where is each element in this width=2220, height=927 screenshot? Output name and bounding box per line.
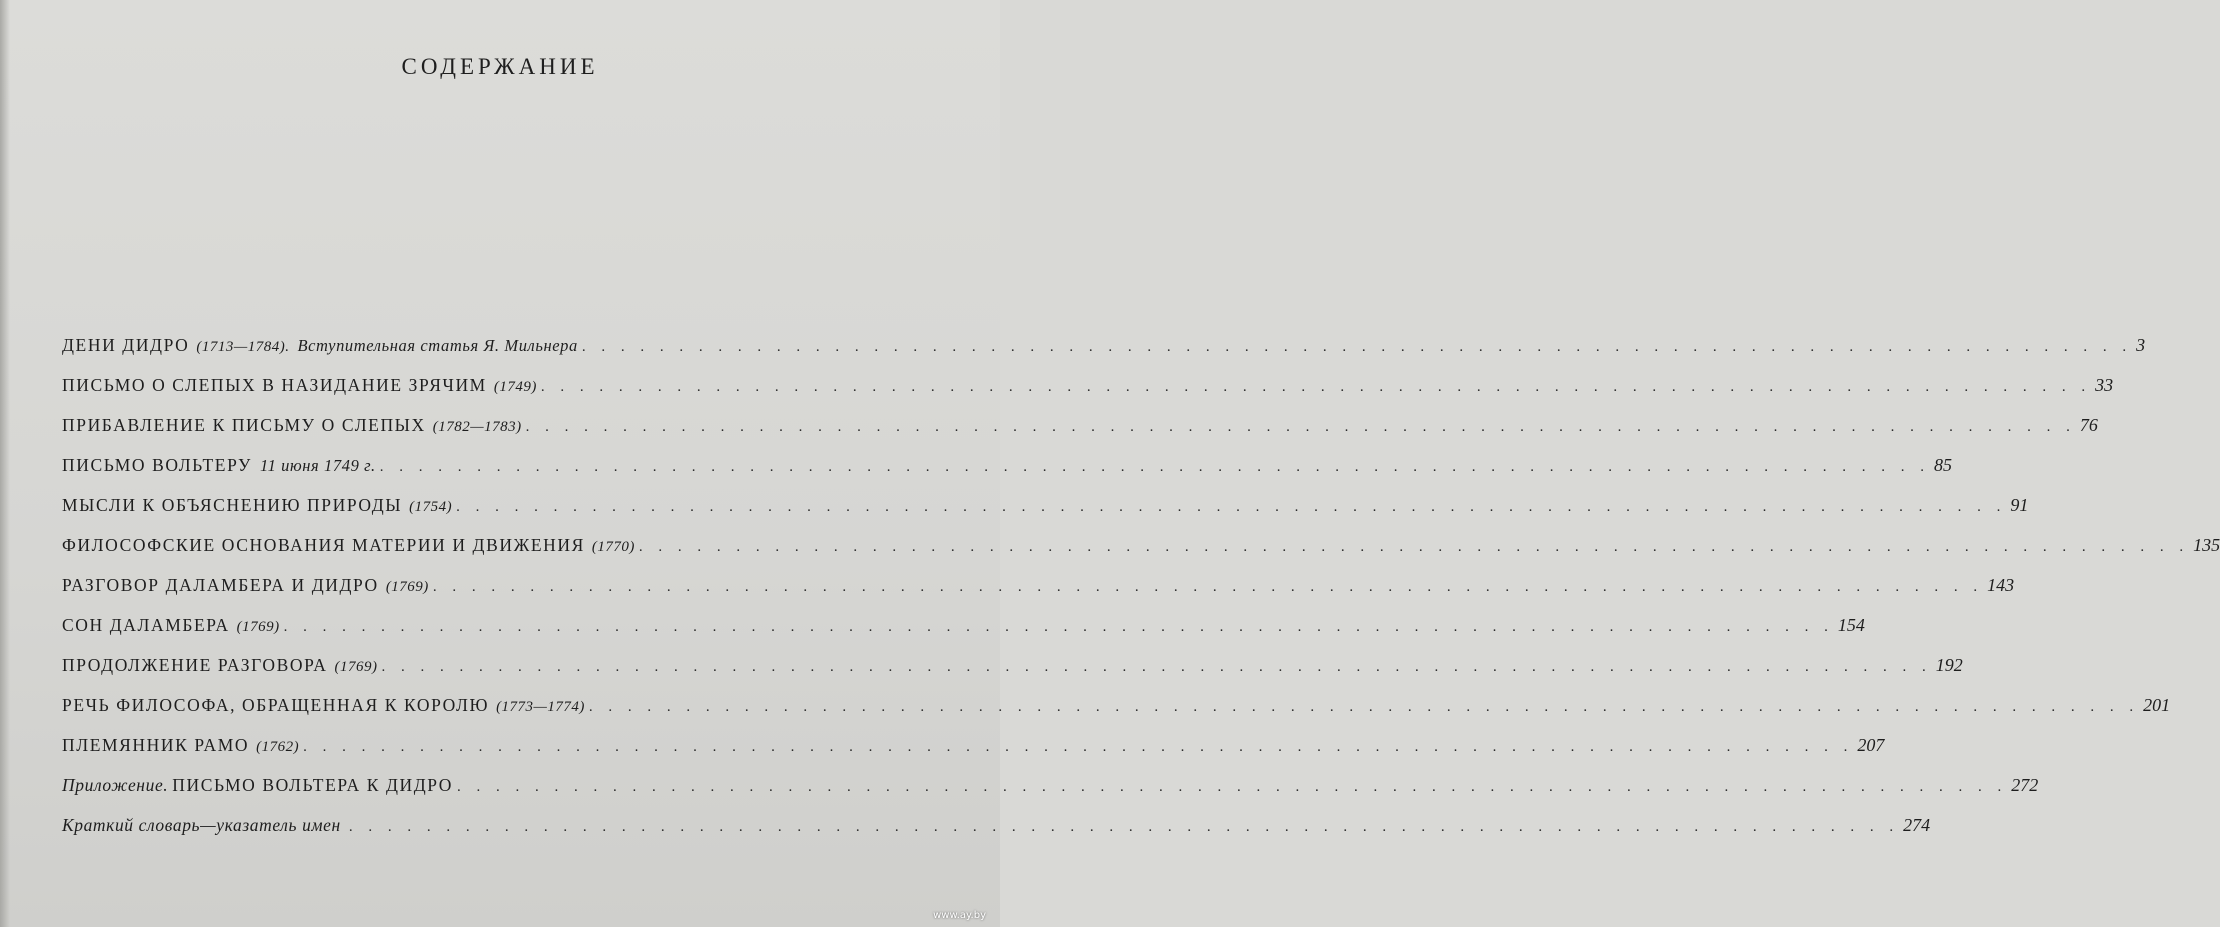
toc-entry-page-number: 91 [2010, 495, 2029, 515]
toc-entry-subtitle: 11 июня 1749 г. [259, 456, 376, 475]
toc-entry-title: ПИСЬМО ВОЛЬТЕРУ [62, 455, 252, 475]
toc-entry [62, 445, 1952, 485]
toc-entry-page-number: 272 [2011, 775, 2039, 795]
toc-entry-prefix: Краткий словарь—указатель имен [62, 815, 341, 835]
toc-entry-title: ПЛЕМЯННИК РАМО [62, 735, 250, 755]
toc-entry [62, 765, 2039, 805]
toc-entry-page-number: 143 [1987, 575, 2015, 595]
toc-entry-years: (1749) [493, 379, 537, 395]
toc-entry-lead [62, 325, 578, 367]
dot-leader: . . . . . . . . . . . . . . . . . . . . . . . . . . . . . . . . . . . . . . . . . . . . . . . . . . . . . . . . . . . . . . . . . . . . . . . . . . . . . . . . [432, 579, 1984, 595]
toc-entry [62, 645, 1963, 685]
toc-entry [62, 525, 2220, 565]
toc-entry [62, 365, 2114, 405]
dot-leader: . . . . . . . . . . . . . . . . . . . . . . . . . . . . . . . . . . . . . . . . . . . . . . . . . . . . . . . . . . . . . . . . . . . . . . . . . . . . . . . . [381, 659, 1932, 675]
dot-leader: . . . . . . . . . . . . . . . . . . . . . . . . . . . . . . . . . . . . . . . . . . . . . . . . . . . . . . . . . . . . . . . . . . . . . . . . . . . . . . . . [348, 819, 1900, 835]
toc-entry-lead [62, 525, 635, 567]
toc-entry-years: (1782—1783) [432, 419, 522, 435]
page-title: СОДЕРЖАНИЕ [401, 54, 599, 79]
toc-entry-page-number: 154 [1837, 615, 1865, 635]
toc-entry-lead [62, 765, 453, 805]
dot-leader: . . . . . . . . . . . . . . . . . . . . . . . . . . . . . . . . . . . . . . . . . . . . . . . . . . . . . . . . . . . . . . . . . . . . . . . . . . . . . . . . [303, 739, 1854, 755]
toc-entry-title: ПИСЬМО ВОЛЬТЕРА К ДИДРО [172, 775, 454, 795]
toc-entry-lead [62, 725, 299, 767]
toc-entry-title: ФИЛОСОФСКИЕ ОСНОВАНИЯ МАТЕРИИ И ДВИЖЕНИЯ [62, 535, 585, 555]
toc-entry-prefix: Приложение. [62, 775, 169, 795]
dot-leader: . . . . . . . . . . . . . . . . . . . . . . . . . . . . . . . . . . . . . . . . . . . . . . . . . . . . . . . . . . . . . . . . . . . . . . . . . . . . . . . . [588, 699, 2140, 715]
toc-entry-years: (1762) [256, 739, 300, 755]
toc-entry-page-number: 85 [1933, 455, 1952, 475]
toc-entry-years: (1754) [409, 499, 453, 515]
toc-entry-page-number: 76 [2079, 415, 2098, 435]
toc-entry-lead [62, 565, 429, 607]
toc-entry-title: ДЕНИ ДИДРО [62, 335, 190, 355]
toc-entry-page-number: 192 [1935, 655, 1963, 675]
toc-entry-page-number: 274 [1903, 815, 1931, 835]
toc-entry-lead [62, 645, 377, 687]
toc-entry-years: (1713—1784). [196, 339, 290, 355]
toc-entry-page-number: 201 [2143, 695, 2171, 715]
toc-entry [62, 565, 2015, 605]
toc-entry [62, 405, 2098, 445]
dot-leader: . . . . . . . . . . . . . . . . . . . . . . . . . . . . . . . . . . . . . . . . . . . . . . . . . . . . . . . . . . . . . . . . . . . . . . . . . . . . . . . . [581, 339, 2133, 355]
page-edge-shadow [0, 0, 10, 927]
table-of-contents [62, 325, 2220, 845]
dot-leader: . . . . . . . . . . . . . . . . . . . . . . . . . . . . . . . . . . . . . . . . . . . . . . . . . . . . . . . . . . . . . . . . . . . . . . . . . . . . . . . . [379, 459, 1930, 475]
toc-entry-page-number: 3 [2136, 335, 2146, 355]
toc-entry [62, 325, 2146, 365]
dot-leader: . . . . . . . . . . . . . . . . . . . . . . . . . . . . . . . . . . . . . . . . . . . . . . . . . . . . . . . . . . . . . . . . . . . . . . . . . . . . . . . . [283, 619, 1834, 635]
toc-entry [62, 805, 1931, 845]
dot-leader: . . . . . . . . . . . . . . . . . . . . . . . . . . . . . . . . . . . . . . . . . . . . . . . . . . . . . . . . . . . . . . . . . . . . . . . . . . . . . . . . [457, 779, 2008, 795]
toc-entry-lead [62, 365, 537, 407]
toc-entry [62, 725, 1885, 765]
toc-entry-title: РАЗГОВОР ДАЛАМБЕРА И ДИДРО [62, 575, 379, 595]
toc-entry-title: МЫСЛИ К ОБЪЯСНЕНИЮ ПРИРОДЫ [62, 495, 403, 515]
dot-leader: . . . . . . . . . . . . . . . . . . . . . . . . . . . . . . . . . . . . . . . . . . . . . . . . . . . . . . . . . . . . . . . . . . . . . . . . . . . . . . . . [456, 499, 2007, 515]
toc-entry-page-number: 207 [1857, 735, 1885, 755]
toc-entry-years: (1770) [591, 539, 635, 555]
toc-entry-lead [62, 405, 522, 447]
toc-entry [62, 485, 2029, 525]
toc-entry-years: (1773—1774) [496, 699, 585, 715]
watermark: www.ay.by [933, 910, 986, 921]
toc-entry-title: СОН ДАЛАМБЕРА [62, 615, 230, 635]
toc-entry-title: ПРОДОЛЖЕНИЕ РАЗГОВОРА [62, 655, 328, 675]
toc-entry-lead [62, 805, 345, 845]
toc-entry [62, 685, 2171, 725]
toc-entry-lead [62, 605, 280, 647]
toc-entry-title: ПРИБАВЛЕНИЕ К ПИСЬМУ О СЛЕПЫХ [62, 415, 426, 435]
toc-entry-page-number: 33 [2095, 375, 2114, 395]
toc-entry-lead [62, 685, 585, 727]
toc-entry [62, 605, 1865, 645]
toc-entry-lead [62, 485, 452, 527]
toc-entry-title: РЕЧЬ ФИЛОСОФА, ОБРАЩЕННАЯ К КОРОЛЮ [62, 695, 490, 715]
toc-entry-lead [62, 445, 376, 486]
toc-entry-subtitle: Вступительная статья Я. Мильнера [297, 336, 578, 355]
toc-entry-years: (1769) [236, 619, 280, 635]
toc-entry-page-number: 135 [2193, 535, 2220, 555]
toc-entry-title: ПИСЬМО О СЛЕПЫХ В НАЗИДАНИЕ ЗРЯЧИМ [62, 375, 487, 395]
dot-leader: . . . . . . . . . . . . . . . . . . . . . . . . . . . . . . . . . . . . . . . . . . . . . . . . . . . . . . . . . . . . . . . . . . . . . . . . . . . . . . . . [525, 419, 2076, 435]
dot-leader: . . . . . . . . . . . . . . . . . . . . . . . . . . . . . . . . . . . . . . . . . . . . . . . . . . . . . . . . . . . . . . . . . . . . . . . . . . . . . . . . [638, 539, 2190, 555]
dot-leader: . . . . . . . . . . . . . . . . . . . . . . . . . . . . . . . . . . . . . . . . . . . . . . . . . . . . . . . . . . . . . . . . . . . . . . . . . . . . . . . . [540, 379, 2092, 395]
toc-entry-years: (1769) [385, 579, 429, 595]
toc-entry-years: (1769) [334, 659, 378, 675]
